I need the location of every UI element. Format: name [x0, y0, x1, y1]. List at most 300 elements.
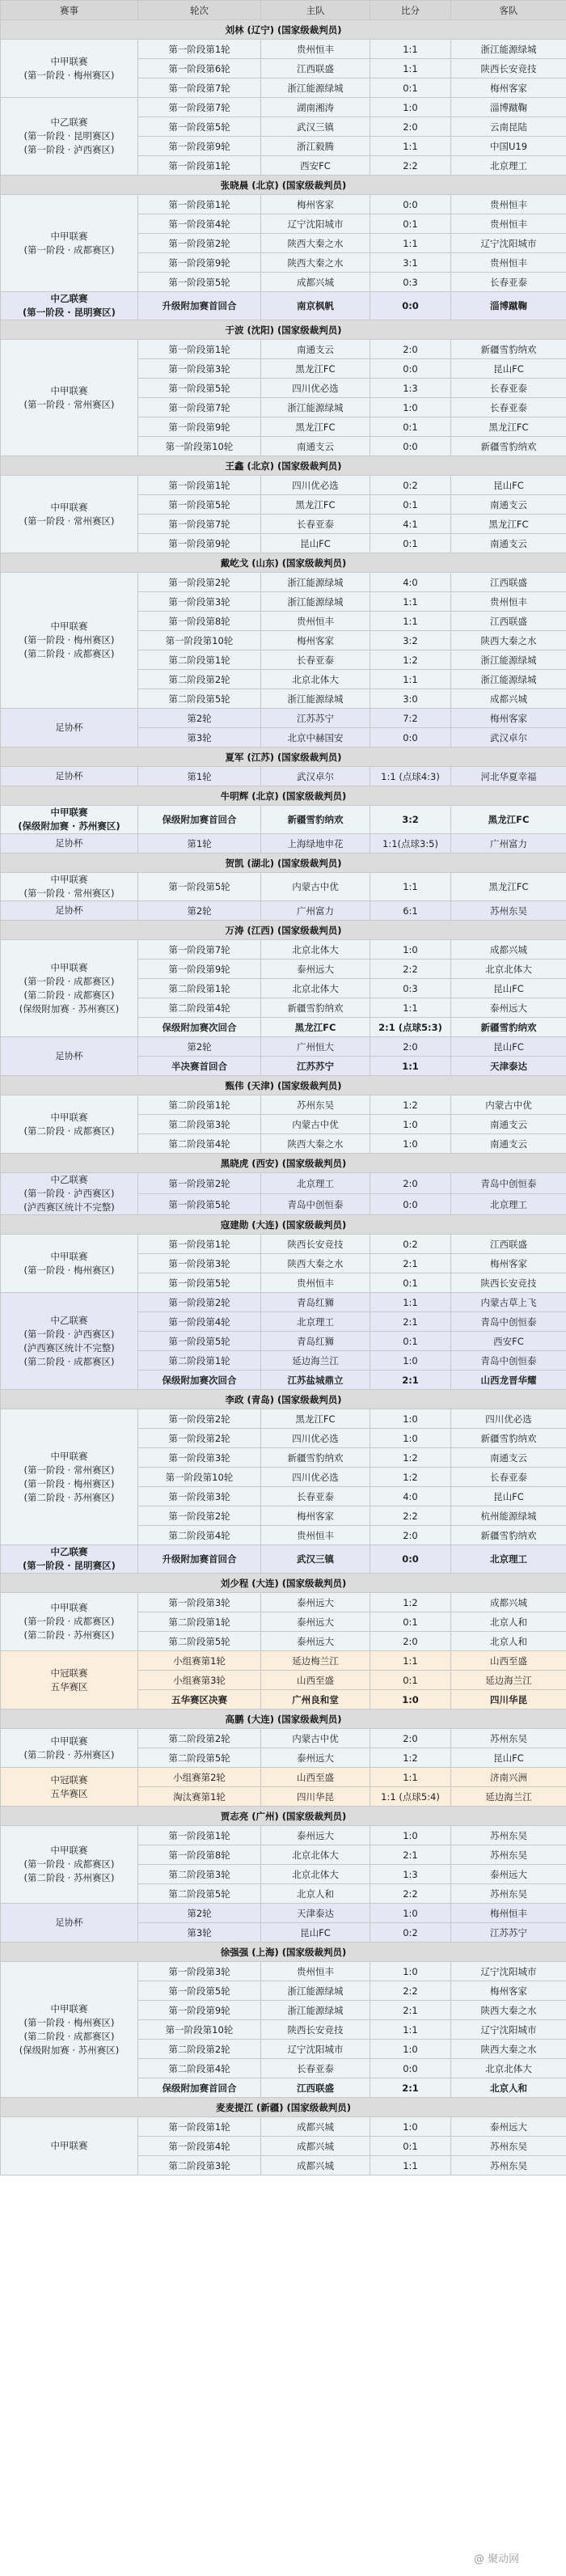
round-cell: 第一阶段第3轮 [138, 1962, 261, 1981]
away-team-cell: 新疆雪豹纳欢 [451, 1018, 566, 1037]
score-cell: 1:1 (点球4:3) [370, 767, 451, 786]
competition-line: 足协杯 [55, 770, 83, 782]
home-team-cell: 浙江能源绿城 [261, 78, 370, 98]
home-team-cell: 江苏苏宁 [261, 709, 370, 728]
home-team-cell: 贵州恒丰 [261, 1273, 370, 1293]
match-row [1, 1962, 566, 1981]
round-cell: 第一阶段第1轮 [138, 1826, 261, 1845]
referee-name: 夏军 (江苏) (国家级裁判员) [1, 748, 566, 767]
round-cell: 小组赛第2轮 [138, 1768, 261, 1787]
away-team-cell: 苏州东吴 [451, 1884, 566, 1904]
round-cell: 第二阶段第2轮 [138, 2040, 261, 2059]
home-team-cell: 黑龙江FC [261, 359, 370, 379]
round-cell: 第一阶段第7轮 [138, 78, 261, 98]
competition-line: (第一阶段 · 梅州赛区) [23, 1477, 115, 1489]
round-cell: 第一阶段第1轮 [138, 340, 261, 359]
round-cell: 升级附加赛首回合 [138, 1545, 261, 1574]
competition-line: 足协杯 [55, 722, 83, 733]
competition-cell [1, 195, 138, 292]
away-team-cell: 泰州远大 [451, 998, 566, 1018]
match-row [1, 1826, 566, 1845]
score-cell: 0:0 [370, 292, 451, 320]
match-row [1, 873, 566, 901]
away-team-cell: 陕西大秦之水 [451, 2040, 566, 2059]
home-team-cell: 上海绿地申花 [261, 834, 370, 854]
away-team-cell: 浙江能源绿城 [451, 40, 566, 59]
away-team-cell: 梅州客家 [451, 1981, 566, 2001]
score-cell: 1:0 [370, 1351, 451, 1371]
round-cell: 第一阶段第2轮 [138, 1173, 261, 1194]
away-team-cell: 浙江能源绿城 [451, 670, 566, 689]
away-team-cell: 中国U19 [451, 137, 566, 156]
referee-header-row [1, 2098, 566, 2117]
referee-header-row [1, 1154, 566, 1173]
score-cell: 2:1 [370, 2078, 451, 2098]
competition-cell [1, 1235, 138, 1293]
competition-line: (第二阶段 · 苏州赛区) [23, 1872, 115, 1883]
away-team-cell: 济南兴洲 [451, 1768, 566, 1787]
competition-cell [1, 292, 138, 320]
home-team-cell: 成都兴城 [261, 2156, 370, 2176]
score-cell: 0:0 [370, 728, 451, 748]
score-cell: 3:2 [370, 631, 451, 650]
referee-header-row [1, 553, 566, 573]
home-team-cell: 北京北体大 [261, 1865, 370, 1884]
competition-line: 中甲联赛 [50, 874, 88, 885]
round-cell: 第一阶段第2轮 [138, 1293, 261, 1312]
home-team-cell: 辽宁沈阳城市 [261, 2040, 370, 2059]
home-team-cell: 青岛红狮 [261, 1332, 370, 1351]
score-cell: 2:1 [370, 1371, 451, 1390]
match-row [1, 1293, 566, 1312]
round-cell: 第一阶段第8轮 [138, 612, 261, 631]
referee-name: 于波 (沈阳) (国家级裁判员) [1, 320, 566, 340]
away-team-cell: 陕西大秦之水 [451, 631, 566, 650]
competition-line: 五华赛区 [50, 1680, 88, 1693]
home-team-cell: 浙江毅腾 [261, 137, 370, 156]
away-team-cell: 广州富力 [451, 834, 566, 854]
match-row [1, 1409, 566, 1429]
competition-cell [1, 834, 138, 854]
round-cell: 保级附加赛首回合 [138, 2078, 261, 2098]
round-cell: 第一阶段第9轮 [138, 417, 261, 437]
round-cell: 小组赛第1轮 [138, 1651, 261, 1671]
competition-cell [1, 901, 138, 921]
score-cell: 1:0 [370, 1690, 451, 1710]
away-team-cell: 北京人和 [451, 2078, 566, 2098]
header-competition: 赛事 [1, 1, 138, 20]
round-cell: 第一阶段第3轮 [138, 1254, 261, 1273]
score-cell: 2:0 [370, 1037, 451, 1057]
match-row [1, 195, 566, 214]
round-cell: 第一阶段第5轮 [138, 873, 261, 901]
competition-line: (第一阶段 · 梅州赛区) [23, 634, 115, 646]
referee-name: 张晓晨 (北京) (国家级裁判员) [1, 176, 566, 195]
round-cell: 第二阶段第3轮 [138, 1865, 261, 1884]
competition-cell [1, 1651, 138, 1710]
competition-cell [1, 1962, 138, 2098]
competition-line: (第二阶段 · 成都赛区) [23, 1125, 115, 1137]
round-cell: 保级附加赛首回合 [138, 806, 261, 834]
referee-header-row [1, 748, 566, 767]
home-team-cell: 陕西长安竞技 [261, 2020, 370, 2040]
away-team-cell: 泰州远大 [451, 1865, 566, 1884]
score-cell: 1:2 [370, 650, 451, 670]
competition-line: 中甲联赛 [50, 1250, 88, 1262]
away-team-cell: 长春亚泰 [451, 273, 566, 292]
home-team-cell: 梅州客家 [261, 631, 370, 650]
score-cell: 7:2 [370, 709, 451, 728]
referee-header-row [1, 1076, 566, 1095]
round-cell: 第一阶段第9轮 [138, 960, 261, 979]
competition-line: (泸西赛区统计不完整) [23, 1341, 115, 1354]
referee-name: 徐强强 (上海) (国家级裁判员) [1, 1943, 566, 1962]
home-team-cell: 成都兴城 [261, 2117, 370, 2137]
round-cell: 第二阶段第1轮 [138, 1095, 261, 1115]
referee-name: 刘林 (辽宁) (国家级裁判员) [1, 20, 566, 40]
round-cell: 淘汰赛第1轮 [138, 1787, 261, 1807]
competition-line: 中甲联赛 [50, 961, 88, 973]
away-team-cell: 梅州客家 [451, 78, 566, 98]
competition-line: (第一阶段 · 梅州赛区) [23, 69, 115, 81]
competition-line: (第一阶段 · 常州赛区) [23, 515, 115, 527]
home-team-cell: 江苏苏宁 [261, 1057, 370, 1076]
competition-line: (第一阶段 · 昆明赛区) [23, 307, 116, 318]
round-cell: 第一阶段第5轮 [138, 1194, 261, 1215]
round-cell: 第一阶段第10轮 [138, 2020, 261, 2040]
round-cell: 保级附加赛次回合 [138, 1018, 261, 1037]
competition-line: 中甲联赛 [50, 1735, 88, 1747]
home-team-cell: 黑龙江FC [261, 417, 370, 437]
competition-line: (第一阶段 · 成都赛区) [23, 1858, 115, 1870]
competition-line: 足协杯 [55, 905, 83, 916]
away-team-cell: 新疆雪豹纳欢 [451, 1526, 566, 1545]
score-cell: 0:0 [370, 437, 451, 456]
round-cell: 第二阶段第4轮 [138, 1134, 261, 1154]
home-team-cell: 广州良和堂 [261, 1690, 370, 1710]
away-team-cell: 新疆雪豹纳欢 [451, 437, 566, 456]
match-row [1, 292, 566, 320]
competition-line: (第二阶段 · 苏州赛区) [23, 1491, 115, 1503]
home-team-cell: 湖南湘涛 [261, 98, 370, 117]
watermark-text: @ 聚动网 [474, 2553, 520, 2565]
competition-line: 中甲联赛 [50, 1602, 88, 1613]
score-cell: 1:3 [370, 379, 451, 398]
competition-line: 中乙联赛 [50, 293, 88, 304]
match-row [1, 98, 566, 117]
competition-line: (第一阶段 · 梅州赛区) [23, 2016, 115, 2028]
score-cell: 2:2 [370, 960, 451, 979]
score-cell: 0:2 [370, 1923, 451, 1943]
away-team-cell: 苏州东吴 [451, 901, 566, 921]
schedule-body [1, 20, 566, 2176]
competition-line: (第一阶段 · 常州赛区) [23, 398, 115, 410]
round-cell: 第一阶段第2轮 [138, 1429, 261, 1448]
referee-header-row [1, 20, 566, 40]
referee-header-row [1, 1807, 566, 1826]
competition-line: 中乙联赛 [50, 1546, 88, 1557]
score-cell: 1:0 [370, 1826, 451, 1845]
round-cell: 半决赛首回合 [138, 1057, 261, 1076]
score-cell: 1:0 [370, 398, 451, 417]
score-cell: 1:1 [370, 137, 451, 156]
referee-name: 贾志亮 (广州) (国家级裁判员) [1, 1807, 566, 1826]
away-team-cell: 成都兴城 [451, 940, 566, 960]
round-cell: 第一阶段第5轮 [138, 1273, 261, 1293]
round-cell: 第一阶段第2轮 [138, 573, 261, 592]
round-cell: 第一阶段第1轮 [138, 2117, 261, 2137]
competition-line: (第二阶段 · 成都赛区) [23, 989, 115, 1001]
competition-line: 中甲联赛 [50, 384, 88, 396]
home-team-cell: 梅州客家 [261, 1506, 370, 1526]
header-score: 比分 [370, 1, 451, 20]
competition-line: 中甲联赛 [50, 55, 88, 67]
away-team-cell: 贵州恒丰 [451, 592, 566, 612]
home-team-cell: 广州恒大 [261, 1037, 370, 1057]
referee-name: 王鑫 (北京) (国家级裁判员) [1, 456, 566, 476]
score-cell: 0:1 [370, 78, 451, 98]
score-cell: 2:2 [370, 156, 451, 176]
round-cell: 第一阶段第3轮 [138, 1448, 261, 1468]
referee-name: 李政 (青岛) (国家级裁判员) [1, 1390, 566, 1409]
away-team-cell: 北京人和 [451, 1612, 566, 1632]
away-team-cell: 南通支云 [451, 495, 566, 515]
score-cell: 0:1 [370, 1332, 451, 1351]
away-team-cell: 昆山FC [451, 359, 566, 379]
referee-name: 万涛 (江西) (国家级裁判员) [1, 921, 566, 940]
competition-line: 中甲联赛 [50, 1845, 88, 1856]
competition-cell [1, 1293, 138, 1390]
score-cell: 3:0 [370, 689, 451, 709]
competition-line: (保级附加赛 · 苏州赛区) [19, 2044, 120, 2056]
round-cell: 第2轮 [138, 1904, 261, 1923]
referee-name: 黑晓虎 (西安) (国家级裁判员) [1, 1154, 566, 1173]
score-cell: 1:1 [370, 1768, 451, 1787]
home-team-cell: 昆山FC [261, 534, 370, 553]
round-cell: 第一阶段第1轮 [138, 476, 261, 495]
score-cell: 0:0 [370, 1194, 451, 1215]
home-team-cell: 苏州东吴 [261, 1095, 370, 1115]
competition-line: 中甲联赛 [50, 1111, 88, 1123]
round-cell: 第一阶段第4轮 [138, 2137, 261, 2156]
round-cell: 第二阶段第3轮 [138, 2156, 261, 2176]
match-row [1, 1173, 566, 1194]
competition-line: (第二阶段 · 成都赛区) [23, 1355, 115, 1367]
score-cell: 0:3 [370, 273, 451, 292]
round-cell: 第二阶段第1轮 [138, 979, 261, 998]
match-row [1, 806, 566, 834]
home-team-cell: 山西至盛 [261, 1671, 370, 1690]
score-cell: 0:0 [370, 2059, 451, 2078]
home-team-cell: 四川优必选 [261, 476, 370, 495]
match-row [1, 709, 566, 728]
score-cell: 1:3 [370, 1865, 451, 1884]
score-cell: 1:1 [370, 234, 451, 253]
away-team-cell: 成都兴城 [451, 689, 566, 709]
score-cell: 1:1 [370, 1651, 451, 1671]
match-row [1, 1235, 566, 1254]
away-team-cell: 延边海兰江 [451, 1671, 566, 1690]
round-cell: 第一阶段第1轮 [138, 195, 261, 214]
score-cell: 1:1 [370, 873, 451, 901]
referee-name: 高鹏 (大连) (国家级裁判员) [1, 1710, 566, 1729]
score-cell: 0:1 [370, 417, 451, 437]
home-team-cell: 泰州远大 [261, 1612, 370, 1632]
competition-cell [1, 340, 138, 456]
score-cell: 0:1 [370, 534, 451, 553]
match-row [1, 1904, 566, 1923]
away-team-cell: 北京人和 [451, 1632, 566, 1651]
home-team-cell: 陕西长安竞技 [261, 1235, 370, 1254]
away-team-cell: 苏州东吴 [451, 2156, 566, 2176]
round-cell: 第二阶段第4轮 [138, 2059, 261, 2078]
referee-header-row [1, 1390, 566, 1409]
score-cell: 1:1 [370, 670, 451, 689]
home-team-cell: 北京中赫国安 [261, 728, 370, 748]
competition-cell [1, 1904, 138, 1943]
home-team-cell: 成都兴城 [261, 273, 370, 292]
referee-name: 麦麦提江 (新疆) (国家级裁判员) [1, 2098, 566, 2117]
away-team-cell: 武汉卓尔 [451, 728, 566, 748]
home-team-cell: 南通支云 [261, 340, 370, 359]
score-cell: 2:1 (点球5:3) [370, 1018, 451, 1037]
away-team-cell: 梅州恒丰 [451, 1904, 566, 1923]
away-team-cell: 黑龙江FC [451, 515, 566, 534]
match-row [1, 767, 566, 786]
away-team-cell: 北京理工 [451, 156, 566, 176]
home-team-cell: 浙江能源绿城 [261, 592, 370, 612]
home-team-cell: 长春亚泰 [261, 1487, 370, 1506]
score-cell: 2:2 [370, 1506, 451, 1526]
score-cell: 1:1 [370, 612, 451, 631]
score-cell: 2:1 [370, 1312, 451, 1332]
home-team-cell: 北京北体大 [261, 1845, 370, 1865]
referee-header-row [1, 176, 566, 195]
home-team-cell: 泰州远大 [261, 1826, 370, 1845]
home-team-cell: 江西联盛 [261, 59, 370, 78]
competition-line: (第一阶段 · 泸西赛区) [23, 144, 115, 155]
away-team-cell: 江苏苏宁 [451, 1923, 566, 1943]
score-cell: 0:1 [370, 1612, 451, 1632]
home-team-cell: 贵州恒丰 [261, 1526, 370, 1545]
competition-line: (第一阶段 · 昆明赛区) [23, 1560, 116, 1571]
round-cell: 第一阶段第2轮 [138, 1506, 261, 1526]
header-row [1, 1, 566, 20]
round-cell: 第二阶段第1轮 [138, 1351, 261, 1371]
competition-line: 中乙联赛 [50, 1174, 88, 1185]
score-cell: 2:0 [370, 1526, 451, 1545]
score-cell: 1:2 [370, 1448, 451, 1468]
home-team-cell: 天津泰达 [261, 1904, 370, 1923]
competition-line: (第一阶段 · 泸西赛区) [23, 1328, 115, 1340]
score-cell: 0:1 [370, 1273, 451, 1293]
competition-line: 中甲联赛 [50, 230, 88, 242]
competition-line: 中冠联赛 [50, 1667, 88, 1679]
competition-line: (第一阶段 · 常州赛区) [23, 1464, 115, 1476]
away-team-cell: 杭州能源绿城 [451, 1506, 566, 1526]
match-row [1, 573, 566, 592]
match-row [1, 40, 566, 59]
home-team-cell: 延边梅兰江 [261, 1651, 370, 1671]
score-cell: 3:2 [370, 806, 451, 834]
round-cell: 第一阶段第9轮 [138, 137, 261, 156]
round-cell: 第一阶段第9轮 [138, 534, 261, 553]
home-team-cell: 青岛红狮 [261, 1293, 370, 1312]
home-team-cell: 武汉卓尔 [261, 767, 370, 786]
competition-line: (保级附加赛 · 苏州赛区) [19, 1002, 120, 1015]
home-team-cell: 江苏盐城鼎立 [261, 1371, 370, 1390]
match-row [1, 1651, 566, 1671]
away-team-cell: 南通支云 [451, 1115, 566, 1134]
away-team-cell: 青岛中创恒泰 [451, 1351, 566, 1371]
score-cell: 0:0 [370, 359, 451, 379]
competition-cell [1, 1826, 138, 1904]
score-cell: 4:1 [370, 515, 451, 534]
away-team-cell: 辽宁沈阳城市 [451, 1962, 566, 1981]
match-row [1, 2117, 566, 2137]
round-cell: 第一阶段第2轮 [138, 1409, 261, 1429]
home-team-cell: 贵州恒丰 [261, 40, 370, 59]
home-team-cell: 昆山FC [261, 1923, 370, 1943]
home-team-cell: 延边海兰江 [261, 1351, 370, 1371]
away-team-cell: 青岛中创恒泰 [451, 1173, 566, 1194]
competition-cell [1, 940, 138, 1037]
away-team-cell: 山西龙晋华耀 [451, 1371, 566, 1390]
referee-name: 寇建勋 (大连) (国家级裁判员) [1, 1215, 566, 1235]
home-team-cell: 长春亚泰 [261, 2059, 370, 2078]
competition-cell [1, 573, 138, 709]
round-cell: 升级附加赛首回合 [138, 292, 261, 320]
score-cell: 2:1 [370, 1845, 451, 1865]
competition-cell [1, 1173, 138, 1215]
score-cell: 2:2 [370, 1884, 451, 1904]
away-team-cell: 辽宁沈阳城市 [451, 2020, 566, 2040]
away-team-cell: 南通支云 [451, 1448, 566, 1468]
away-team-cell: 延边海兰江 [451, 1787, 566, 1807]
competition-line: (第一阶段 · 常州赛区) [23, 888, 115, 899]
referee-name: 牛明辉 (北京) (国家级裁判员) [1, 786, 566, 806]
away-team-cell: 西安FC [451, 1332, 566, 1351]
competition-line: 足协杯 [55, 1917, 83, 1928]
home-team-cell: 内蒙古中优 [261, 1115, 370, 1134]
round-cell: 第一阶段第4轮 [138, 1312, 261, 1332]
competition-line: 中甲联赛 [50, 2140, 88, 2151]
home-team-cell: 北京理工 [261, 1173, 370, 1194]
away-team-cell: 昆山FC [451, 1748, 566, 1768]
referee-header-row [1, 1574, 566, 1593]
away-team-cell: 北京理工 [451, 1194, 566, 1215]
round-cell: 第一阶段第7轮 [138, 98, 261, 117]
home-team-cell: 梅州客家 [261, 195, 370, 214]
home-team-cell: 内蒙古中优 [261, 1729, 370, 1748]
round-cell: 第一阶段第1轮 [138, 156, 261, 176]
referee-name: 甄伟 (天津) (国家级裁判员) [1, 1076, 566, 1095]
away-team-cell: 黑龙江FC [451, 417, 566, 437]
competition-line: (第一阶段 · 成都赛区) [23, 1616, 115, 1627]
referee-header-row [1, 456, 566, 476]
away-team-cell: 贵州恒丰 [451, 195, 566, 214]
score-cell: 2:0 [370, 1729, 451, 1748]
referee-header-row [1, 1943, 566, 1962]
score-cell: 1:1(点球3:5) [370, 834, 451, 854]
home-team-cell: 四川优必选 [261, 379, 370, 398]
competition-cell [1, 476, 138, 553]
away-team-cell: 苏州东吴 [451, 2137, 566, 2156]
home-team-cell: 青岛中创恒泰 [261, 1194, 370, 1215]
competition-line: 中甲联赛 [50, 1450, 88, 1462]
away-team-cell: 陕西长安竞技 [451, 1273, 566, 1293]
home-team-cell: 广州富力 [261, 901, 370, 921]
